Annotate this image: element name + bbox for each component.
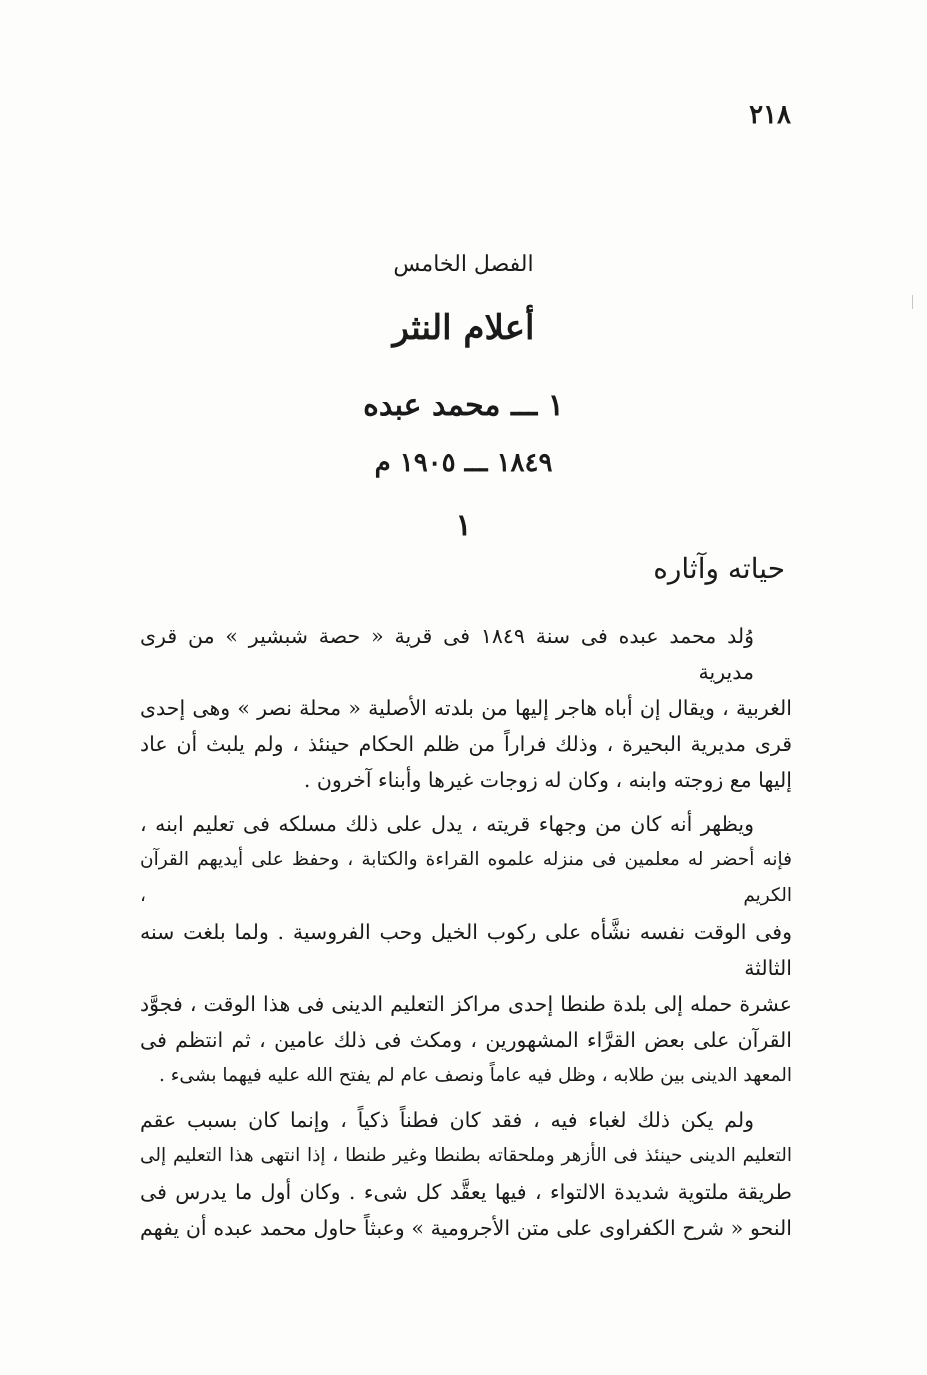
text-line: القرآن على بعض القرَّاء المشهورين ، ومكث فى ذلك عامين ، ثم انتظم فى bbox=[140, 1028, 792, 1052]
body-text bbox=[140, 618, 792, 1254]
person-dates: ١٨٤٩ ـــ ١٩٠٥ م bbox=[374, 448, 553, 478]
page-number: ٢١٨ bbox=[749, 100, 791, 130]
paragraph bbox=[140, 1102, 792, 1246]
text-line: عشرة حمله إلى بلدة طنطا إحدى مراكز التعليم الدينى فى هذا الوقت ، فجوَّد bbox=[140, 992, 792, 1016]
text-line: فإنه أحضر له معلمين فى منزله علموه القراءة والكتابة ، وحفظ على أيديهم القرآن الكريم ، bbox=[140, 849, 792, 906]
text-line: ولم يكن ذلك لغباء فيه ، فقد كان فطناً ذكياً ، وإنما كان بسبب عقم bbox=[140, 1108, 754, 1132]
text-line: وفى الوقت نفسه نشَّأه على ركوب الخيل وحب الفروسية . ولما بلغت سنه الثالثة bbox=[140, 920, 792, 980]
text-line: وُلد محمد عبده فى سنة ١٨٤٩ فى قرية « حصة شبشير » من قرى مديرية bbox=[140, 624, 754, 684]
section-title: حياته وآثاره bbox=[653, 552, 785, 585]
text-line: طريقة ملتوية شديدة الالتواء ، فيها يعقَّد كل شىء . وكان أول ما يدرس فى bbox=[140, 1180, 792, 1204]
text-line: إليها مع زوجته وابنه ، وكان له زوجات غيرها وأبناء آخرون . bbox=[303, 768, 792, 792]
paragraph bbox=[140, 618, 792, 798]
text-line: الغربية ، ويقال إن أباه هاجر إليها من بلدته الأصلية « محلة نصر » وهى إحدى bbox=[140, 696, 792, 720]
part-number: ١ bbox=[455, 508, 472, 543]
chapter-label: الفصل الخامس bbox=[393, 252, 534, 277]
text-line: التعليم الدينى حينئذ فى الأزهر وملحقاته بطنطا وغير طنطا ، إذا انتهى هذا التعليم إلى bbox=[140, 1145, 792, 1166]
text-line: المعهد الدينى بين طلابه ، وظل فيه عاماً ونصف عام لم يفتح الله عليه فيهما بشىء . bbox=[158, 1065, 792, 1086]
text-line: النحو « شرح الكفراوى على متن الأجرومية » وعبثاً حاول محمد عبده أن يفهم bbox=[140, 1216, 792, 1240]
chapter-title: أعلام النثر bbox=[392, 308, 535, 348]
scan-speck bbox=[912, 295, 913, 309]
text-line: ويظهر أنه كان من وجهاء قريته ، يدل على ذلك مسلكه فى تعليم ابنه ، bbox=[140, 812, 754, 836]
text-line: قرى مديرية البحيرة ، وذلك فراراً من ظلم الحكام حينئذ ، ولم يلبث أن عاد bbox=[140, 732, 792, 756]
paragraph bbox=[140, 806, 792, 1094]
person-heading: ١ ـــ محمد عبده bbox=[363, 388, 564, 423]
